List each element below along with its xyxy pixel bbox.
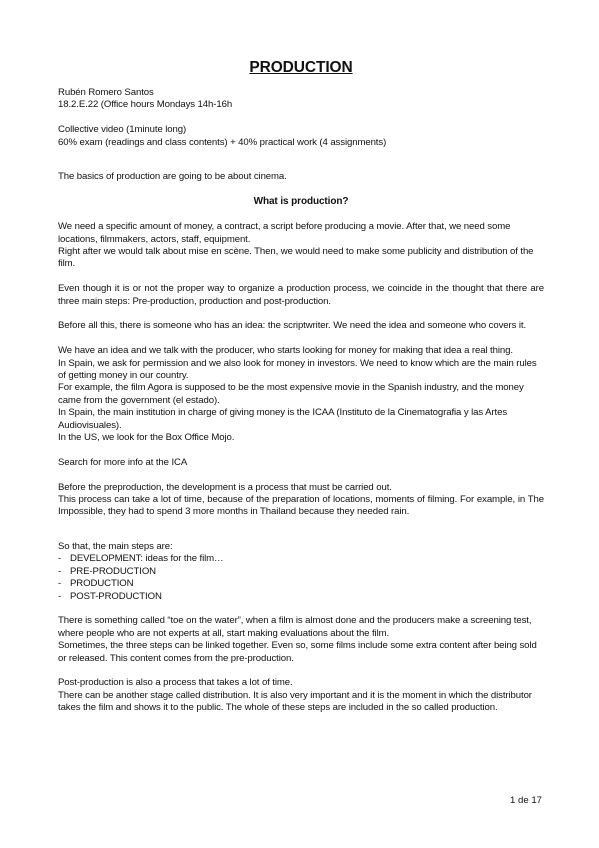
list-dash: - [58, 565, 62, 577]
paragraph-main-steps-intro: So that, the main steps are: [58, 540, 173, 552]
list-item: - POST-PRODUCTION [58, 590, 162, 602]
paragraph-spain-permission: In Spain, we ask for permission and we also look for money in investors. We need to know which are the main rules of getting money in our country. [58, 357, 537, 382]
paragraph-agora: For example, the film Agora is supposed to be the most expensive movie in the Spanish industry, and the money came from the government (el estado). [58, 382, 524, 406]
list-dash: - [58, 553, 62, 565]
list-item: - PRODUCTION [58, 578, 134, 590]
section-title: What is production? [253, 195, 349, 207]
paragraph-toe-on-water: There is something called “toe on the water”, when a film is almost done and the producers make a screening test, where people who are not experts at all, start making evaluations about the film. [58, 615, 532, 639]
intro-text: The basics of production are going to be about cinema. [58, 171, 287, 183]
main-steps-list [58, 553, 544, 603]
teacher-name: Rubén Romero Santos [58, 87, 154, 98]
paragraph-post-production: Post-production is also a process that takes a lot of time. [58, 677, 293, 689]
page-number: 1 de 17 [509, 795, 542, 806]
paragraph-box-office: In the US, we look for the Box Office Mojo. [58, 432, 235, 444]
paragraph-search-ica: Search for more info at the ICA [58, 456, 188, 468]
collective-video-note: Collective video (1minute long) [58, 124, 187, 136]
list-dash: - [58, 578, 62, 590]
paragraph-distribution: There can be another stage called distribution. It is also very important and it is the moment in which the distributor takes the film and shows it to the public. The whole of these steps are included in the so called production. [58, 689, 532, 714]
page-content [58, 58, 544, 715]
paragraph-mise-en-scene: Right after we would talk about mise en scène. Then, we would need to make some publicity and distribution of the film. [58, 246, 534, 270]
list-item: - DEVELOPMENT: ideas for the film… [58, 553, 224, 565]
list-dash: - [58, 590, 62, 602]
paragraph-three-steps: Even though it is or not the proper way to organize a production process, we coincide in the thought that there are three main steps: Pre-production, production and post-production. [58, 283, 544, 307]
paragraph-the-impossible: This process can take a lot of time, because of the preparation of locations, moments of filming. For example, in The Impossible, they had to spend 3 more months in Thailand because they needed rain. [58, 494, 544, 518]
paragraph-requirements: We need a specific amount of money, a contract, a script before producing a movie. After that, we need some locations, filmmakers, actors, staff, equipment. [58, 221, 511, 245]
paragraph-producer: We have an idea and we talk with the producer, who starts looking for money for making that idea a real thing. [58, 345, 513, 357]
paragraph-icaa: In Spain, the main institution in charge of giving money is the ICAA (Instituto de la Cinematografia y las Artes Audiovisuales). [58, 407, 508, 431]
paragraph-linked-steps: Sometimes, the three steps can be linked together. Even so, some films include some extra content after being sold or released. This content comes from the pre-production. [58, 640, 537, 664]
list-item: - PRE-PRODUCTION [58, 565, 157, 577]
paragraph-scriptwriter: Before all this, there is someone who has an idea: the scriptwriter. We need the idea and someone who covers it. [58, 320, 527, 332]
grading-note: 60% exam (readings and class contents) + 40% practical work (4 assignments) [58, 136, 387, 148]
page-title: PRODUCTION [249, 59, 353, 76]
paragraph-development: Before the preproduction, the development is a process that must be carried out. [58, 481, 392, 493]
office-hours: 18.2.E.22 (Office hours Mondays 14h-16h [58, 99, 233, 111]
